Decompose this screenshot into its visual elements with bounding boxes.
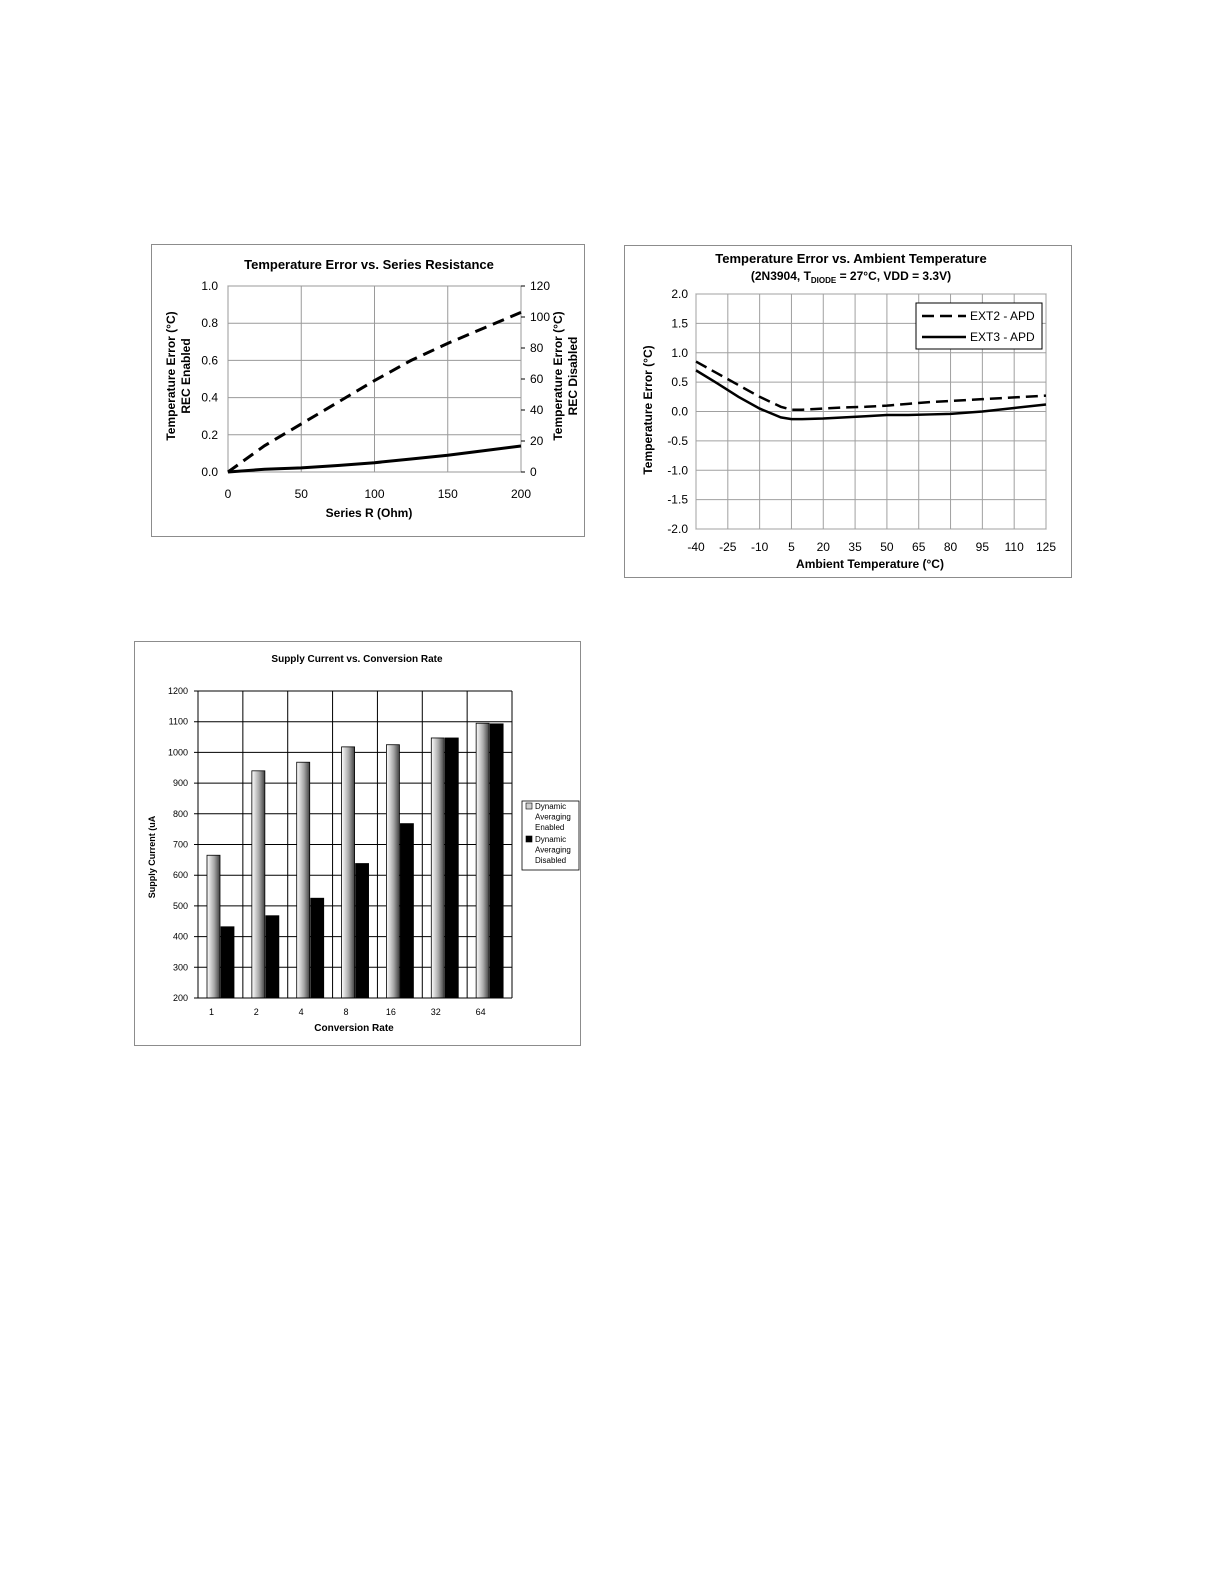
chart-ambient-temperature-panel	[624, 245, 1072, 578]
y-tick-label: 700	[172, 839, 188, 850]
y-axis-label-right-line1: Temperature Error (°C)	[551, 311, 565, 441]
y-axis-label-right-line2: REC Disabled	[566, 336, 580, 416]
x-tick-label: 0	[224, 487, 232, 501]
x-tick-label: -25	[719, 540, 737, 554]
x-axis-label: Series R (Ohm)	[325, 506, 413, 520]
y-tick-label: 900	[172, 778, 188, 789]
x-tick-label: 5	[788, 540, 795, 554]
x-tick-label: 20	[816, 540, 830, 554]
x-tick-label: 110	[1004, 540, 1024, 554]
chart-subtitle: (2N3904, $T_{DIODE} = 27^\circ C$, VDD = 3.3V)	[750, 269, 952, 285]
y-tick-label: -1.0	[667, 463, 688, 478]
y-left-tick-label: 0.0	[201, 465, 218, 479]
chart-title: Supply Current vs. Conversion Rate	[271, 654, 443, 665]
y-tick-label: 400	[172, 931, 188, 942]
y-right-tick-label: 120	[530, 279, 551, 293]
x-tick-label: -40	[687, 540, 705, 554]
x-tick-label: 95	[975, 540, 990, 554]
y-right-tick-label: 0	[530, 465, 537, 479]
chart-title: Temperature Error vs. Ambient Temperature	[715, 251, 987, 266]
y-right-tick-label: 100	[530, 310, 551, 324]
x-tick-label: 65	[912, 540, 926, 554]
bar	[252, 771, 265, 998]
y-tick-label: 1100	[168, 716, 188, 727]
y-tick-label: -0.5	[667, 433, 688, 448]
x-tick-label: 50	[294, 487, 308, 501]
y-tick-label: 1200	[167, 686, 188, 696]
bar	[297, 762, 310, 998]
legend-label: Dynamic	[535, 835, 567, 844]
y-axis-label: Supply Current (uA	[147, 815, 157, 899]
x-tick-label: 35	[848, 540, 862, 554]
bar	[342, 747, 355, 998]
x-tick-label: 1	[208, 1007, 214, 1017]
legend-swatch	[526, 836, 532, 842]
legend-label: EXT3 - APD	[970, 330, 1035, 344]
x-tick-label: 150	[437, 487, 458, 501]
bar	[400, 824, 413, 998]
legend-label: Averaging	[535, 845, 571, 855]
y-left-tick-label: 0.4	[201, 390, 218, 405]
x-tick-label: 80	[943, 540, 958, 554]
chart-supply-current-panel	[134, 641, 581, 1046]
x-tick-label: 50	[880, 540, 894, 554]
y-tick-label: 0.5	[671, 375, 688, 390]
y-tick-label: 0.0	[671, 404, 688, 419]
legend-label: Averaging	[535, 812, 571, 822]
y-tick-label: 500	[172, 900, 188, 911]
legend-label: Disabled	[535, 856, 567, 865]
x-tick-label: 64	[475, 1007, 486, 1017]
x-tick-label: 32	[430, 1007, 441, 1017]
bar	[386, 745, 399, 998]
y-right-tick-label: 20	[530, 434, 544, 448]
x-axis-label: Ambient Temperature (°C)	[796, 557, 944, 571]
x-tick-label: 125	[1035, 540, 1057, 554]
legend-label: Dynamic	[535, 802, 567, 811]
y-tick-label: -1.5	[667, 492, 688, 507]
y-right-tick-label: 80	[530, 341, 544, 355]
y-axis-label-left-line2: REC Enabled	[179, 338, 193, 414]
bar	[221, 927, 234, 998]
bar	[445, 738, 458, 998]
bar	[266, 916, 279, 998]
bar	[207, 855, 220, 998]
x-tick-label: 8	[343, 1007, 349, 1017]
y-left-tick-label: 0.2	[201, 427, 218, 442]
y-right-tick-label: 60	[530, 372, 544, 386]
y-axis-label: Temperature Error (°C)	[641, 345, 655, 475]
legend-label: EXT2 - APD	[970, 309, 1035, 323]
y-tick-label: 1.5	[671, 316, 688, 331]
chart-ambient-temperature	[625, 246, 1073, 579]
y-right-tick-label: 40	[530, 403, 544, 417]
bar	[311, 898, 324, 998]
y-tick-label: 300	[172, 962, 188, 973]
legend-swatch	[526, 803, 532, 809]
chart-title: Temperature Error vs. Series Resistance	[244, 257, 494, 272]
y-tick-label: 200	[172, 993, 188, 1003]
x-tick-label: 4	[298, 1007, 304, 1017]
x-tick-label: 2	[253, 1007, 259, 1017]
x-axis-label: Conversion Rate	[314, 1023, 394, 1034]
y-tick-label: 600	[172, 870, 188, 881]
y-left-tick-label: 0.8	[201, 316, 218, 331]
bar	[431, 738, 444, 998]
x-tick-label: 200	[510, 487, 532, 501]
bar	[476, 723, 489, 998]
x-tick-label: 100	[364, 487, 385, 501]
y-tick-label: 1000	[167, 747, 188, 758]
y-left-tick-label: 0.6	[201, 353, 218, 368]
y-tick-label: 800	[172, 808, 188, 819]
legend-label: Enabled	[535, 823, 565, 832]
y-tick-label: -2.0	[667, 522, 688, 536]
x-tick-label: 16	[385, 1007, 396, 1017]
chart-series-resistance	[152, 245, 586, 538]
chart-supply-current	[135, 642, 582, 1047]
y-axis-label-left-line1: Temperature Error (°C)	[164, 311, 178, 441]
x-tick-label: -10	[750, 540, 769, 554]
chart-series-resistance-panel	[151, 244, 585, 537]
y-left-tick-label: 1.0	[201, 279, 218, 293]
bar	[490, 724, 503, 998]
bar	[356, 864, 369, 998]
y-tick-label: 2.0	[671, 287, 688, 301]
y-tick-label: 1.0	[671, 345, 688, 360]
